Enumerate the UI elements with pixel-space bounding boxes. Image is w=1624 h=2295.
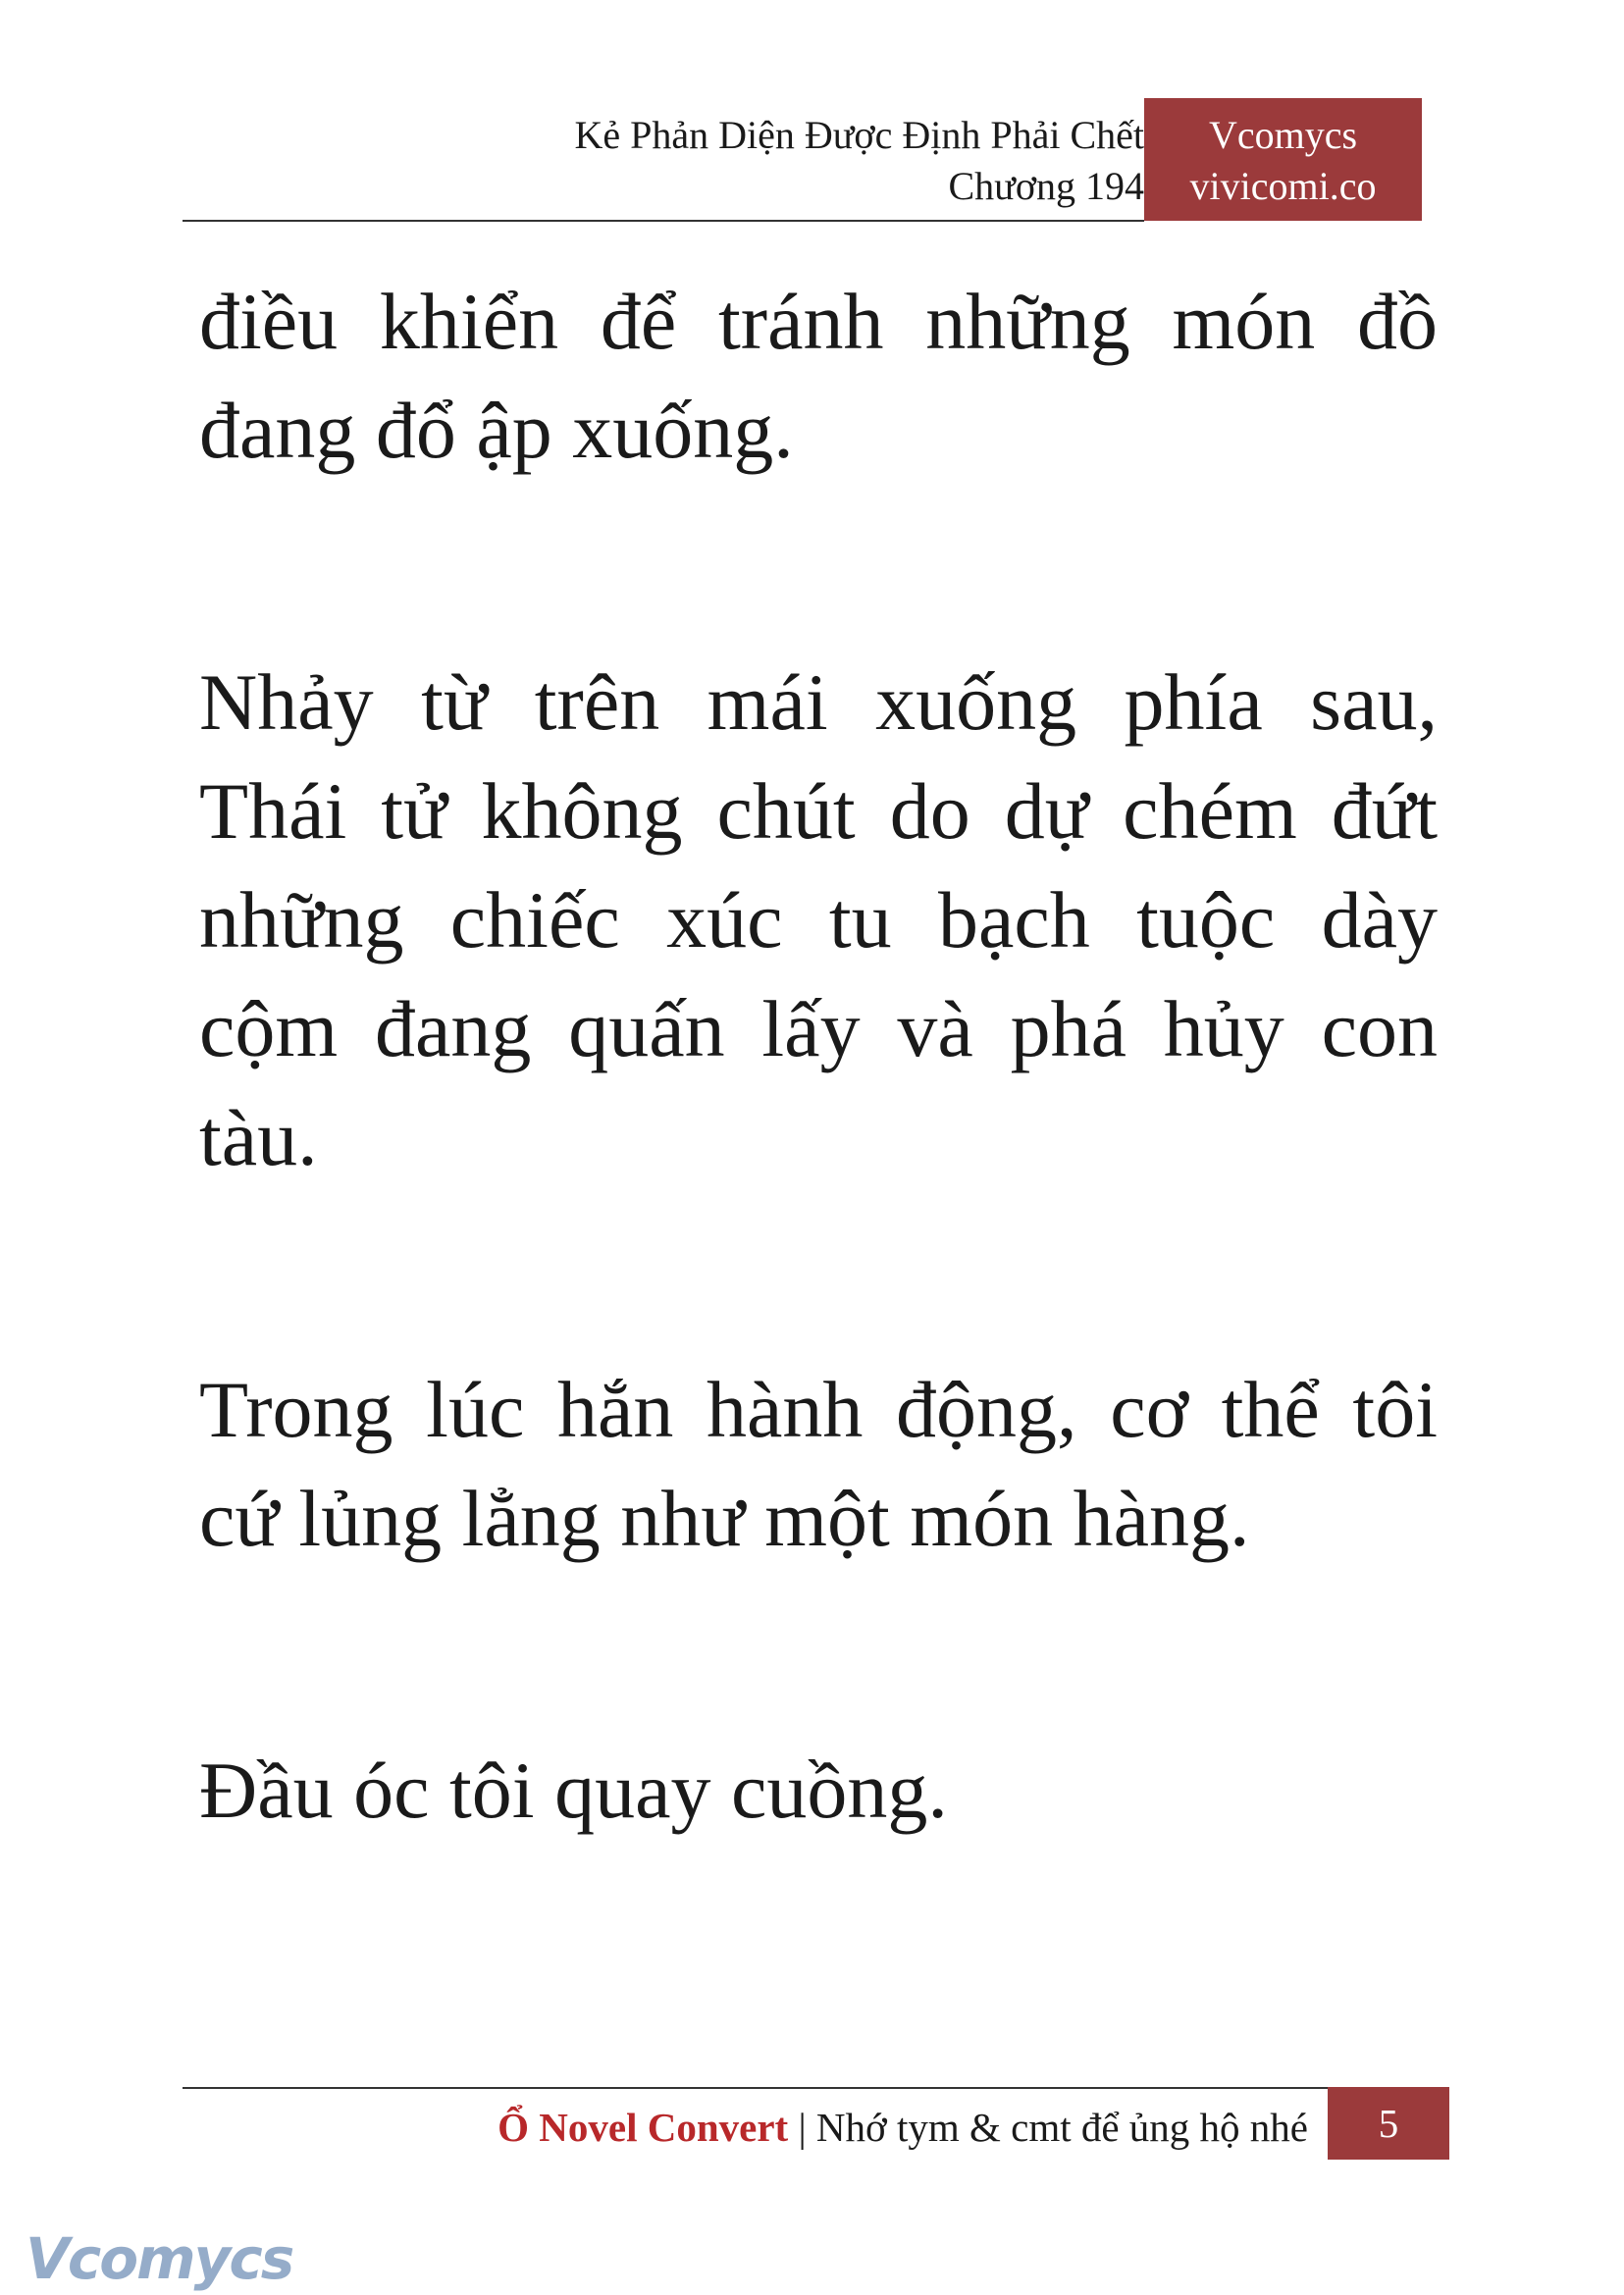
- footer-line: [498, 2100, 1308, 2155]
- paragraph: Trong lúc hắn hành động, cơ thể tôi cứ lủng lẳng như một món hàng.: [199, 1365, 1438, 1563]
- brand-url: vivicomi.co: [1189, 164, 1377, 208]
- footer-divider: [183, 2087, 1331, 2089]
- watermark-logo: Vcomycs: [26, 2225, 293, 2292]
- chapter-label: Chương 194: [948, 164, 1144, 208]
- header-brand-box: [1144, 98, 1422, 221]
- running-header: [574, 110, 1144, 212]
- page-body: [199, 267, 1438, 1845]
- page-number: 5: [1328, 2087, 1449, 2160]
- book-title: Kẻ Phản Diện Được Định Phải Chết: [574, 113, 1144, 157]
- brand-name: Vcomycs: [1208, 113, 1358, 157]
- footer-message: Nhớ tym & cmt để ủng hộ nhé: [815, 2105, 1308, 2150]
- paragraph: điều khiển để tránh những món đồ đang đổ ập xuống.: [199, 277, 1438, 475]
- footer-brand: Ổ Novel Convert: [498, 2105, 789, 2150]
- paragraph: Nhảy từ trên mái xuống phía sau, Thái tử không chút do dự chém đứt những chiếc xúc tu bạch tuộc dày cộm đang quấn lấy và phá hủy con tàu.: [199, 657, 1438, 1182]
- header-divider: [183, 220, 1144, 222]
- paragraph: Đầu óc tôi quay cuồng.: [199, 1746, 948, 1835]
- footer-separator: |: [798, 2105, 807, 2150]
